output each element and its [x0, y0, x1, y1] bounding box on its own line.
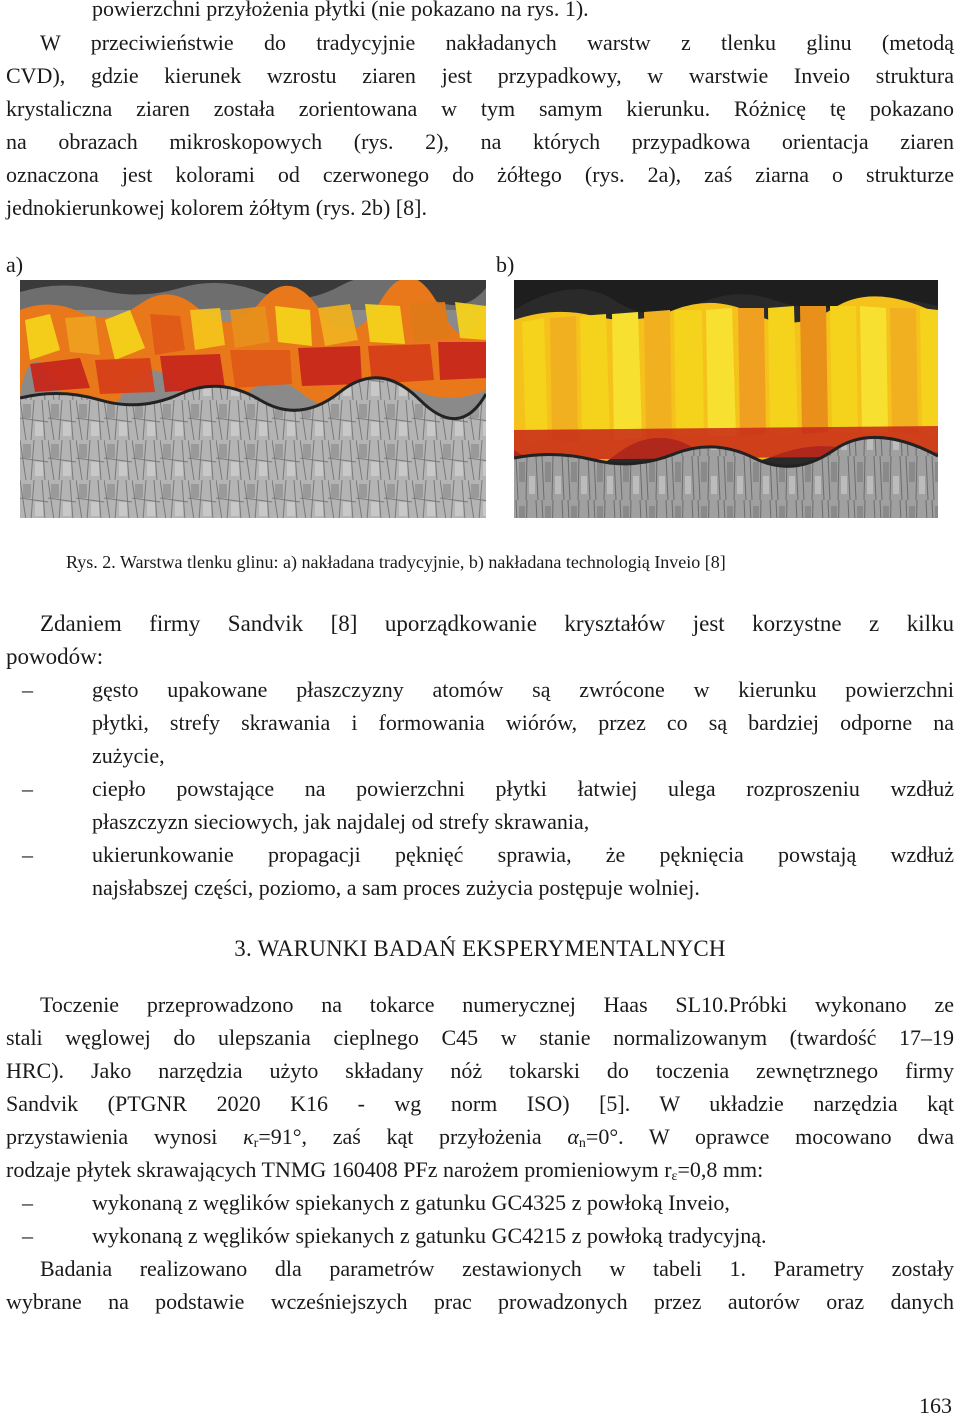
list-item-line: płytki, strefy skrawania i formowania wiórów, przez co są bardziej odporne na: [92, 710, 954, 735]
text-line: Zdaniem firmy Sandvik [8] uporządkowanie kryształów jest korzystne z kilku: [40, 611, 954, 636]
figure-label-b: b): [496, 252, 515, 277]
bullet-dash: –: [22, 1190, 33, 1215]
figure-caption: Rys. 2. Warstwa tlenku glinu: a) nakładana tradycyjnie, b) nakładana technologią Inveio [8]: [66, 552, 726, 572]
text-line: krystaliczna ziaren została zorientowana w tym samym kierunku. Różnicę tę pokazano: [6, 96, 954, 121]
bullet-dash: –: [22, 677, 33, 702]
bullet-dash: –: [22, 776, 33, 801]
list-item-line: wykonaną z węglików spiekanych z gatunku GC4325 z powłoką Inveio,: [92, 1190, 730, 1215]
text-line: Toczenie przeprowadzono na tokarce numerycznej Haas SL10.Próbki wykonano ze: [40, 992, 954, 1017]
text-line: jednokierunkowej kolorem żółtym (rys. 2b) [8].: [6, 195, 427, 220]
subscript: r: [253, 1136, 259, 1151]
text-line: stali węglowej do ulepszania cieplnego C45 w stanie normalizowanym (twardość 17–19: [6, 1025, 954, 1050]
list-item-line: płaszczyzn sieciowych, jak najdalej od strefy skrawania,: [92, 809, 590, 834]
section-heading: 3. WARUNKI BADAŃ EKSPERYMENTALNYCH: [234, 936, 726, 961]
text-line: powodów:: [6, 644, 104, 669]
text-span: rodzaje płytek skrawających TNMG 160408 PFz narożem promieniowym r: [6, 1157, 672, 1182]
list-item-line: ciepło powstające na powierzchni płytki łatwiej ulega rozproszeniu wzdłuż: [92, 776, 954, 801]
text-span: =91°, zaś kąt przyłożenia: [258, 1124, 568, 1149]
text-line: [6, 1122, 954, 1152]
text-line: Sandvik (PTGNR 2020 K16 - wg norm ISO) [5]. W układzie narzędzia kąt: [6, 1091, 954, 1116]
list-item-line: najsłabszej części, poziomo, a sam proces zużycia postępuje wolniej.: [92, 875, 700, 900]
figure-label-a: a): [6, 252, 24, 277]
list-item-line: ukierunkowanie propagacji pęknięć sprawia, że pęknięcia powstają wzdłuż: [92, 842, 954, 867]
alpha-symbol: α: [567, 1124, 579, 1149]
text-line: powierzchni przyłożenia płytki (nie pokazano na rys. 1).: [92, 0, 589, 21]
text-line: HRC). Jako narzędzia użyto składany nóż tokarski do toczenia zewnętrznego firmy: [6, 1058, 954, 1083]
text-line: na obrazach mikroskopowych (rys. 2), na których przypadkowa orientacja ziaren: [6, 129, 954, 154]
text-span: =0,8 mm:: [677, 1157, 764, 1182]
list-item-line: gęsto upakowane płaszczyzny atomów są zwrócone w kierunku powierzchni: [92, 677, 954, 702]
text-line: Badania realizowano dla parametrów zestawionych w tabeli 1. Parametry zostały: [40, 1256, 954, 1281]
text-span: =0°. W oprawce mocowano dwa: [585, 1124, 954, 1149]
subscript: n: [578, 1136, 586, 1151]
subscript: ε: [671, 1169, 678, 1184]
list-item-line: wykonaną z węglików spiekanych z gatunku GC4215 z powłoką tradycyjną.: [92, 1223, 767, 1248]
kappa-symbol: κ: [243, 1124, 254, 1149]
micrograph-image-a: [20, 280, 486, 518]
text-line: [6, 1155, 954, 1185]
bullet-dash: –: [22, 1223, 33, 1248]
text-span: przystawienia wynosi: [6, 1124, 244, 1149]
text-line: oznaczona jest kolorami od czerwonego do żółtego (rys. 2a), zaś ziarna o strukturze: [6, 162, 954, 187]
text-line: W przeciwieństwie do tradycyjnie nakładanych warstw z tlenku glinu (metodą: [40, 30, 954, 55]
list-item-line: zużycie,: [92, 743, 165, 768]
text-line: CVD), gdzie kierunek wzrostu ziaren jest przypadkowy, w warstwie Inveio struktura: [6, 63, 954, 88]
bullet-dash: –: [22, 842, 33, 867]
page-number: 163: [919, 1393, 952, 1418]
micrograph-image-b: [514, 280, 938, 518]
text-line: wybrane na podstawie wcześniejszych prac prowadzonych przez autorów oraz danych: [6, 1289, 954, 1314]
